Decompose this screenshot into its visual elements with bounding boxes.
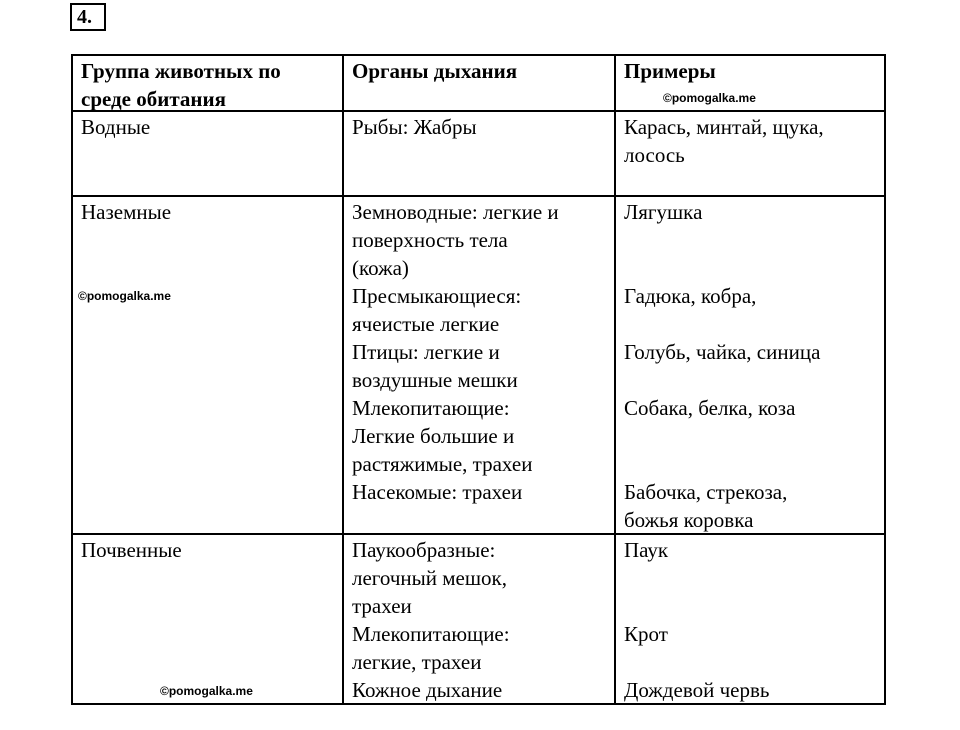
watermark: ©pomogalka.me [663, 91, 756, 105]
example-line [624, 564, 769, 592]
example-line: Гадюка, кобра, [624, 284, 757, 308]
example-line [624, 592, 769, 620]
cell-group-water: Водные [81, 115, 151, 139]
cell-examples-water [624, 113, 824, 169]
organ-line: Пресмыкающиеся: [352, 284, 522, 308]
example-line: лосось [624, 143, 685, 167]
organ-line: Птицы: легкие и [352, 340, 500, 364]
example-line: Паук [624, 538, 669, 562]
organ-line: Легкие большие и [352, 424, 515, 448]
header-organs-line: Органы дыхания [352, 59, 518, 83]
cell-group-land: Наземные [81, 200, 172, 224]
header-group-line: среде обитания [81, 87, 226, 111]
example-line: божья коровка [624, 508, 754, 532]
organ-line: Насекомые: трахеи [352, 480, 523, 504]
organ-line: воздушные мешки [352, 368, 518, 392]
organ-line: легочный мешок, [352, 566, 507, 590]
header-examples-line: Примеры [624, 59, 716, 83]
example-line: Дождевой червь [624, 678, 770, 702]
habitat-breathing-table [71, 54, 886, 705]
example-line [624, 648, 769, 676]
header-group [81, 57, 281, 113]
table-border-left [71, 54, 73, 705]
cell-group-soil: Почвенные [81, 538, 182, 562]
task-number: 4. [70, 3, 106, 31]
cell-examples-soil [624, 536, 769, 704]
watermark: ©pomogalka.me [78, 289, 171, 303]
cell-organs-soil [352, 536, 510, 704]
organ-line: Земноводные: легкие и [352, 200, 559, 224]
organ-line: поверхность тела [352, 228, 508, 252]
example-line: Крот [624, 622, 668, 646]
header-examples [624, 57, 716, 85]
example-line: Лягушка [624, 200, 703, 224]
organ-line: Рыбы: Жабры [352, 115, 477, 139]
organ-line: (кожа) [352, 256, 409, 280]
organ-line: Кожное дыхание [352, 678, 503, 702]
column-divider-1 [342, 54, 344, 705]
watermark: ©pomogalka.me [160, 684, 253, 698]
example-line [624, 366, 820, 394]
organ-line: Млекопитающие: [352, 396, 510, 420]
example-line: Бабочка, стрекоза, [624, 480, 788, 504]
header-group-line: Группа животных по [81, 59, 281, 83]
cell-organs-land [352, 198, 559, 506]
example-line [624, 226, 820, 254]
example-line: Собака, белка, коза [624, 396, 796, 420]
column-divider-2 [614, 54, 616, 705]
cell-examples-land [624, 198, 820, 534]
example-line: Голубь, чайка, синица [624, 340, 821, 364]
organ-line: Паукообразные: [352, 538, 496, 562]
example-line [624, 254, 820, 282]
header-organs [352, 57, 517, 85]
example-line: Карась, минтай, щука, [624, 115, 824, 139]
example-line [624, 310, 820, 338]
cell-organs-water [352, 113, 477, 141]
organ-line: трахеи [352, 594, 412, 618]
example-line [624, 422, 820, 450]
organ-line: ячеистые легкие [352, 312, 500, 336]
row-divider-1 [71, 195, 886, 197]
table-border-top [71, 54, 886, 56]
organ-line: легкие, трахеи [352, 650, 482, 674]
example-line [624, 450, 820, 478]
organ-line: растяжимые, трахеи [352, 452, 533, 476]
table-border-right [884, 54, 886, 705]
organ-line: Млекопитающие: [352, 622, 510, 646]
